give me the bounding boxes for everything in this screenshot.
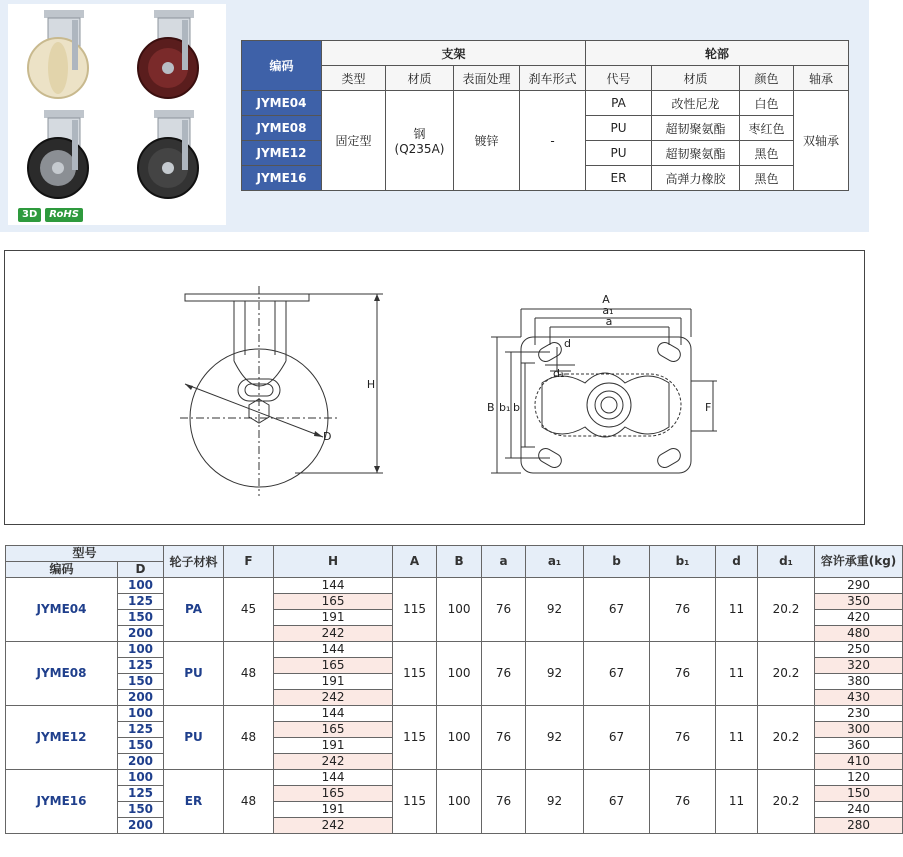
allowable-load: 480 bbox=[815, 626, 903, 642]
spec-wheel-color: 黑色 bbox=[740, 166, 794, 191]
value-d1: 20.2 bbox=[758, 706, 815, 770]
spec-brake-cell: - bbox=[520, 91, 586, 191]
spec-subheader: 刹车形式 bbox=[520, 66, 586, 91]
allowable-load: 410 bbox=[815, 754, 903, 770]
product-photos bbox=[8, 4, 226, 225]
value-d1: 20.2 bbox=[758, 578, 815, 642]
value-h: 191 bbox=[274, 802, 393, 818]
wheel-diameter: 100 bbox=[118, 770, 164, 786]
allowable-load: 120 bbox=[815, 770, 903, 786]
value-a: 115 bbox=[393, 770, 437, 834]
value-h: 242 bbox=[274, 690, 393, 706]
th-d: d bbox=[716, 546, 758, 578]
badge-rohs: RoHS bbox=[45, 208, 83, 222]
spec-material-line2: (Q235A) bbox=[394, 142, 445, 156]
value-b1: 76 bbox=[650, 578, 716, 642]
wheel-diameter: 125 bbox=[118, 658, 164, 674]
dim-label-d: D bbox=[323, 430, 332, 443]
th-b: b bbox=[584, 546, 650, 578]
spec-wheel-header: 轮部 bbox=[586, 41, 849, 66]
spec-wheel-code: ER bbox=[586, 166, 652, 191]
wheel-material: PU bbox=[164, 706, 224, 770]
spec-wheel-material: 高弹力橡胶 bbox=[652, 166, 740, 191]
wheel-diameter: 200 bbox=[118, 690, 164, 706]
allowable-load: 380 bbox=[815, 674, 903, 690]
model-code: JYME16 bbox=[6, 770, 118, 834]
spec-wheel-color: 黑色 bbox=[740, 141, 794, 166]
wheel-diameter: 150 bbox=[118, 802, 164, 818]
spec-wheel-material: 改性尼龙 bbox=[652, 91, 740, 116]
table-row bbox=[6, 642, 903, 658]
value-a: 115 bbox=[393, 642, 437, 706]
spec-wheel-code: PU bbox=[586, 116, 652, 141]
dim-label-b1: b₁ bbox=[499, 401, 511, 414]
value-h: 242 bbox=[274, 626, 393, 642]
value-h: 144 bbox=[274, 770, 393, 786]
value-h: 191 bbox=[274, 738, 393, 754]
allowable-load: 240 bbox=[815, 802, 903, 818]
wheel-diameter: 200 bbox=[118, 754, 164, 770]
model-code: JYME08 bbox=[6, 642, 118, 706]
table-row bbox=[6, 578, 903, 594]
value-a: 76 bbox=[482, 770, 526, 834]
value-b: 100 bbox=[437, 642, 482, 706]
th-a: A bbox=[393, 546, 437, 578]
spec-wheel-color: 枣红色 bbox=[740, 116, 794, 141]
dimension-table bbox=[5, 545, 903, 834]
value-b: 100 bbox=[437, 578, 482, 642]
value-h: 191 bbox=[274, 610, 393, 626]
spec-wheel-material: 超韧聚氨酯 bbox=[652, 141, 740, 166]
allowable-load: 280 bbox=[815, 818, 903, 834]
value-a: 115 bbox=[393, 706, 437, 770]
wheel-diameter: 125 bbox=[118, 786, 164, 802]
wheel-diameter: 150 bbox=[118, 674, 164, 690]
value-h: 144 bbox=[274, 642, 393, 658]
allowable-load: 290 bbox=[815, 578, 903, 594]
value-b: 100 bbox=[437, 706, 482, 770]
value-a: 115 bbox=[393, 578, 437, 642]
spec-wheel-code: PU bbox=[586, 141, 652, 166]
value-h: 165 bbox=[274, 786, 393, 802]
wheel-material: PU bbox=[164, 642, 224, 706]
badge-3d: 3D bbox=[18, 208, 41, 222]
th-load: 容许承重(kg) bbox=[815, 546, 903, 578]
th-model: 型号 bbox=[6, 546, 164, 562]
wheel-diameter: 100 bbox=[118, 642, 164, 658]
spec-subheader: 表面处理 bbox=[454, 66, 520, 91]
wheel-material: ER bbox=[164, 770, 224, 834]
allowable-load: 300 bbox=[815, 722, 903, 738]
spec-code-cell: JYME04 bbox=[242, 91, 322, 116]
value-a: 76 bbox=[482, 706, 526, 770]
value-f: 48 bbox=[224, 706, 274, 770]
value-b: 67 bbox=[584, 770, 650, 834]
th-code: 编码 bbox=[6, 562, 118, 578]
table-header-row bbox=[6, 546, 903, 562]
spec-wheel-code: PA bbox=[586, 91, 652, 116]
allowable-load: 350 bbox=[815, 594, 903, 610]
dim-label-f: F bbox=[705, 401, 712, 414]
th-b1: b₁ bbox=[650, 546, 716, 578]
spec-subheader: 类型 bbox=[322, 66, 386, 91]
value-d: 11 bbox=[716, 770, 758, 834]
allowable-load: 360 bbox=[815, 738, 903, 754]
th-f: F bbox=[224, 546, 274, 578]
model-code: JYME12 bbox=[6, 706, 118, 770]
table-row bbox=[6, 770, 903, 786]
spec-wheel-color: 白色 bbox=[740, 91, 794, 116]
caster-photo-pu-red bbox=[124, 6, 220, 102]
value-f: 48 bbox=[224, 642, 274, 706]
value-d: 11 bbox=[716, 642, 758, 706]
value-h: 165 bbox=[274, 658, 393, 674]
value-b1: 76 bbox=[650, 642, 716, 706]
value-b: 67 bbox=[584, 578, 650, 642]
value-b1: 76 bbox=[650, 770, 716, 834]
value-a: 76 bbox=[482, 642, 526, 706]
dim-label-a1: a₁ bbox=[602, 304, 614, 317]
th-a: a bbox=[482, 546, 526, 578]
allowable-load: 420 bbox=[815, 610, 903, 626]
value-a1: 92 bbox=[526, 706, 584, 770]
value-d: 11 bbox=[716, 706, 758, 770]
dim-label-d1: d₁ bbox=[553, 367, 565, 380]
spec-table bbox=[241, 40, 849, 191]
spec-bracket-header: 支架 bbox=[322, 41, 586, 66]
spec-surface-cell: 镀锌 bbox=[454, 91, 520, 191]
value-f: 45 bbox=[224, 578, 274, 642]
wheel-diameter: 150 bbox=[118, 610, 164, 626]
spec-subheader: 代号 bbox=[586, 66, 652, 91]
value-b1: 76 bbox=[650, 706, 716, 770]
dim-label-b-upper: B bbox=[487, 401, 495, 414]
allowable-load: 320 bbox=[815, 658, 903, 674]
wheel-diameter: 100 bbox=[118, 578, 164, 594]
value-f: 48 bbox=[224, 770, 274, 834]
wheel-diameter: 150 bbox=[118, 738, 164, 754]
th-h: H bbox=[274, 546, 393, 578]
allowable-load: 230 bbox=[815, 706, 903, 722]
dim-label-d-small: d bbox=[564, 337, 571, 350]
model-code: JYME04 bbox=[6, 578, 118, 642]
wheel-diameter: 125 bbox=[118, 722, 164, 738]
value-b: 67 bbox=[584, 642, 650, 706]
dim-label-h: H bbox=[366, 378, 376, 391]
value-a: 76 bbox=[482, 578, 526, 642]
value-a1: 92 bbox=[526, 578, 584, 642]
allowable-load: 430 bbox=[815, 690, 903, 706]
spec-code-header: 编码 bbox=[242, 41, 322, 91]
spec-subheader: 材质 bbox=[652, 66, 740, 91]
value-d1: 20.2 bbox=[758, 770, 815, 834]
drawing-svg bbox=[5, 251, 864, 524]
value-h: 242 bbox=[274, 754, 393, 770]
spec-subheader: 材质 bbox=[386, 66, 454, 91]
value-d1: 20.2 bbox=[758, 642, 815, 706]
caster-photo-pu-black bbox=[14, 106, 110, 202]
spec-code-cell: JYME08 bbox=[242, 116, 322, 141]
allowable-load: 250 bbox=[815, 642, 903, 658]
table-row bbox=[6, 706, 903, 722]
wheel-diameter: 200 bbox=[118, 626, 164, 642]
value-a1: 92 bbox=[526, 642, 584, 706]
caster-photo-er-black bbox=[124, 106, 220, 202]
value-h: 191 bbox=[274, 674, 393, 690]
spec-material-cell bbox=[386, 91, 454, 191]
dim-label-a: a bbox=[605, 315, 613, 328]
spec-subheader: 轴承 bbox=[794, 66, 849, 91]
caster-photo-pa-white bbox=[14, 6, 110, 102]
dim-label-a-upper: A bbox=[602, 293, 610, 306]
cert-badges bbox=[18, 208, 83, 222]
th-d-diameter: D bbox=[118, 562, 164, 578]
spec-type-cell: 固定型 bbox=[322, 91, 386, 191]
th-a1: a₁ bbox=[526, 546, 584, 578]
dim-label-b: b bbox=[513, 401, 520, 414]
th-d1: d₁ bbox=[758, 546, 815, 578]
value-h: 144 bbox=[274, 578, 393, 594]
value-b: 67 bbox=[584, 706, 650, 770]
spec-wheel-material: 超韧聚氨酯 bbox=[652, 116, 740, 141]
wheel-diameter: 100 bbox=[118, 706, 164, 722]
value-a1: 92 bbox=[526, 770, 584, 834]
wheel-material: PA bbox=[164, 578, 224, 642]
value-h: 165 bbox=[274, 594, 393, 610]
value-h: 242 bbox=[274, 818, 393, 834]
technical-drawing bbox=[4, 250, 865, 525]
wheel-diameter: 200 bbox=[118, 818, 164, 834]
value-h: 144 bbox=[274, 706, 393, 722]
spec-code-cell: JYME16 bbox=[242, 166, 322, 191]
value-h: 165 bbox=[274, 722, 393, 738]
th-b: B bbox=[437, 546, 482, 578]
spec-bearing-cell: 双轴承 bbox=[794, 91, 849, 191]
value-b: 100 bbox=[437, 770, 482, 834]
th-wheel-material: 轮子材料 bbox=[164, 546, 224, 578]
value-d: 11 bbox=[716, 578, 758, 642]
spec-material-line1: 钢 bbox=[413, 127, 426, 141]
spec-code-cell: JYME12 bbox=[242, 141, 322, 166]
spec-subheader: 颜色 bbox=[740, 66, 794, 91]
allowable-load: 150 bbox=[815, 786, 903, 802]
wheel-diameter: 125 bbox=[118, 594, 164, 610]
